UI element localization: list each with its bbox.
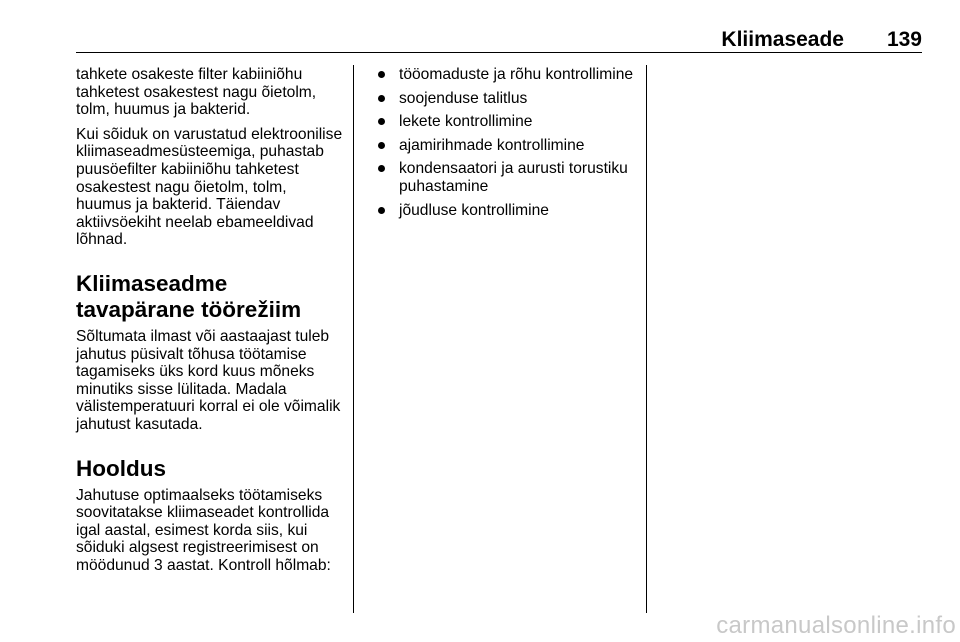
site-watermark: carmanualsonline.info [716, 612, 956, 639]
list-item-text: lekete kontrollimine [399, 113, 533, 131]
list-item-text: jõudluse kontrollimine [399, 201, 549, 219]
bullet-icon [378, 118, 385, 125]
bullet-icon [378, 165, 385, 172]
list-item [375, 113, 637, 131]
paragraph-normal-operation: Sõltumata ilmast või aastaajast tuleb jahutus püsivalt tõhusa töötamise tagamiseks üks kord kuus mõneks minutiks sisse lülitada. Madala välistemperatuuri korral ei ole võimalik jahutust kasutada. [76, 327, 341, 433]
inspection-list [375, 66, 637, 219]
bullet-icon [378, 71, 385, 78]
bullet-icon [378, 142, 385, 149]
list-item-text: soojenduse talitlus [399, 89, 528, 107]
list-item [375, 160, 637, 195]
list-item [375, 137, 637, 155]
page-header [76, 28, 922, 52]
list-item-text: tööomaduste ja rõhu kontrollimine [399, 66, 634, 83]
column-divider-right [646, 65, 647, 613]
bullet-icon [378, 207, 385, 214]
list-item [375, 66, 637, 84]
list-item [375, 202, 637, 220]
left-column [76, 66, 344, 581]
column-divider-left [353, 65, 354, 613]
heading-normal-operation: Kliimaseadme tavapärane töörežiim [76, 270, 302, 322]
paragraph-filter: tahkete osakeste filter kabiiniõhu tahketest osakestest nagu õietolm, tolm, huumus ja bakterid. [76, 66, 317, 119]
list-item [375, 90, 637, 108]
paragraph-electronic-system: Kui sõiduk on varustatud elektroonilise kliimaseadmesüsteemiga, puhastab puusöefilter kabiiniõhu tahketest osakestest nagu õietolm, tolm, huumus ja bakterid. Täiendav aktiivsöekiht neelab ebameeldivad lõhnad. [76, 125, 343, 249]
section-title: Kliimaseade [721, 28, 844, 51]
paragraph-maintenance: Jahutuse optimaalseks töötamiseks soovitatakse kliimaseadet kontrollida igal aastal, esimest korda siis, kui sõiduki algsest registreerimisest on möödunud 3 aastat. Kontroll hõlmab: [76, 486, 331, 574]
middle-column [375, 66, 637, 225]
bullet-icon [378, 95, 385, 102]
list-item-text: kondensaatori ja aurusti torustiku puhastamine [399, 160, 628, 195]
header-rule [76, 52, 922, 53]
list-item-text: ajamirihmade kontrollimine [399, 136, 585, 154]
heading-maintenance: Hooldus [76, 455, 166, 481]
page-number: 139 [886, 28, 922, 51]
